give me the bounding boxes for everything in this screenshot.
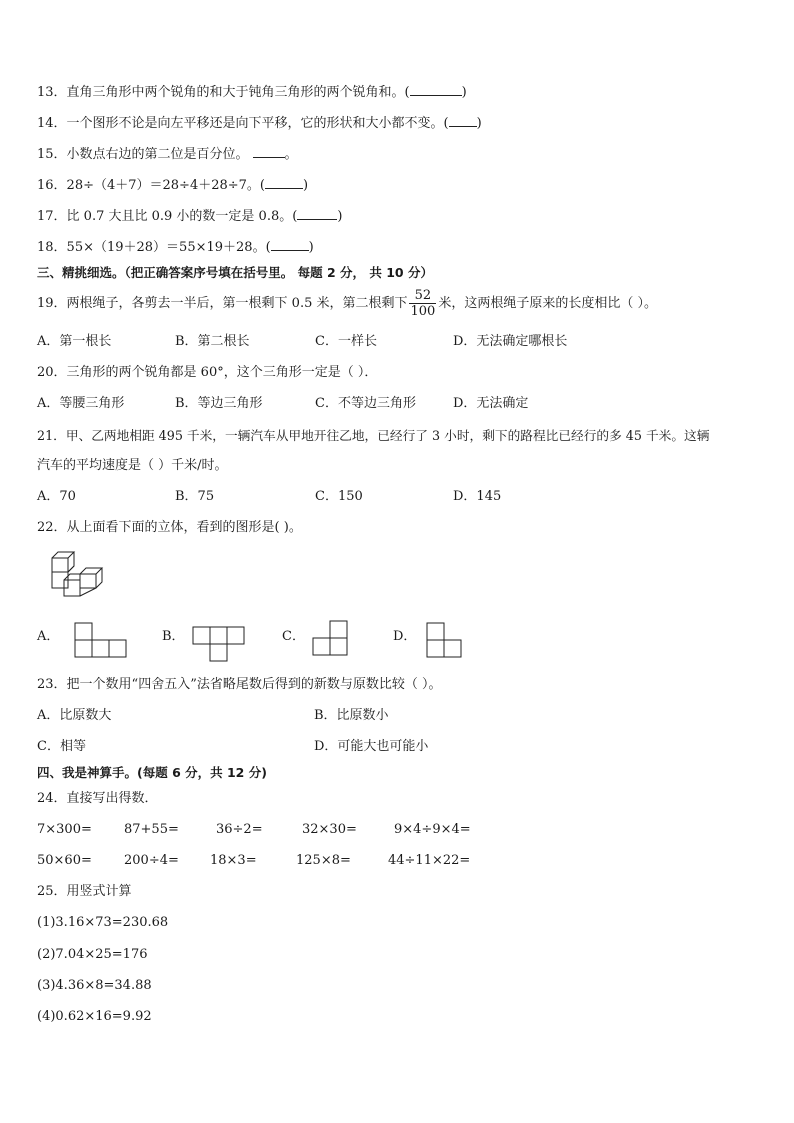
q22-option-a-shape [74,622,128,658]
question-13: 13．直角三角形中两个锐角的和大于钝角三角形的两个锐角和。( ) [37,85,467,100]
vertical-calc-item: (3)4.36×8=34.88 [37,978,152,993]
answer-blank[interactable] [297,207,337,220]
q22-option-b[interactable]: B． [162,629,185,644]
section-4-heading: 四、我是神算手。(每题 6 分，共 12 分) [37,765,267,780]
q23-option-d[interactable]: D．可能大也可能小 [314,739,429,754]
q20-option-c[interactable]: C．不等边三角形 [315,396,416,411]
cube-solid-figure [46,550,114,602]
q21-option-a[interactable]: A．70 [37,489,76,504]
q22-option-b-shape [192,626,246,662]
q19-option-b[interactable]: B．第二根长 [175,334,250,349]
question-19: 19．两根绳子，各剪去一半后，第一根剩下 0.5 米，第二根剩下 $\frac{52}{100}$ 米，这两根绳子原来的长度相比（ ）。 [37,288,657,319]
q22-option-c-shape [312,620,350,656]
q21-option-d[interactable]: D．145 [453,489,502,504]
calc-item: 200÷4= [124,853,179,868]
question-22: 22．从上面看下面的立体，看到的图形是( )。 [37,520,302,535]
calc-item: 87+55= [124,822,179,837]
q20-option-d[interactable]: D．无法确定 [453,396,529,411]
question-18: 18．55×（19＋28）＝55×19＋28。( ) [37,240,314,255]
question-16: 16．28÷（4＋7）＝28÷4＋28÷7。( ) [37,178,309,193]
q23-option-a[interactable]: A．比原数大 [37,708,112,723]
question-25: 25．用竖式计算 [37,884,132,899]
calc-item: 32×30= [302,822,357,837]
vertical-calc-item: (1)3.16×73=230.68 [37,915,169,930]
calc-item: 36÷2= [216,822,263,837]
calc-item: 50×60= [37,853,92,868]
calc-item: 9×4÷9×4= [394,822,471,837]
vertical-calc-item: (4)0.62×16=9.92 [37,1009,152,1024]
q19-option-c[interactable]: C．一样长 [315,334,377,349]
calc-item: 44÷11×22= [388,853,471,868]
q22-option-d-shape [426,622,464,658]
q21-option-c[interactable]: C．150 [315,489,363,504]
q22-option-c[interactable]: C． [282,629,305,644]
calc-item: 18×3= [210,853,257,868]
question-20: 20．三角形的两个锐角都是 60°，这个三角形一定是（ ）． [37,365,378,380]
question-17: 17．比 0.7 大且比 0.9 小的数一定是 0.8。( ) [37,209,343,224]
q21-option-b[interactable]: B．75 [175,489,215,504]
calc-item: 125×8= [296,853,351,868]
question-14: 14．一个图形不论是向左平移还是向下平移，它的形状和大小都不变。( ) [37,116,482,131]
question-21-line-1: 21．甲、乙两地相距 495 千米，一辆汽车从甲地开往乙地，已经行了 3 小时，剩下的路程比已经行的多 45 千米。这辆 [37,428,710,443]
q23-option-b[interactable]: B．比原数小 [314,708,389,723]
answer-blank[interactable] [449,114,477,127]
answer-blank[interactable] [271,238,309,251]
calc-item: 7×300= [37,822,92,837]
q23-option-c[interactable]: C．相等 [37,739,86,754]
question-23: 23．把一个数用“四舍五入”法省略尾数后得到的新数与原数比较（ ）。 [37,677,442,692]
answer-blank[interactable] [253,145,285,158]
question-15: 15．小数点右边的第二位是百分位。 。 [37,147,298,162]
q19-option-a[interactable]: A．第一根长 [37,334,112,349]
section-3-heading: 三、精挑细选。（把正确答案序号填在括号里。 每题 2 分， 共 10 分） [37,265,433,280]
vertical-calc-item: (2)7.04×25=176 [37,947,148,962]
fraction: $\frac{52}{100}$ [410,288,436,319]
answer-blank[interactable] [265,176,303,189]
q22-option-d[interactable]: D． [393,629,417,644]
question-24: 24．直接写出得数． [37,791,158,806]
answer-blank[interactable] [410,83,462,96]
q19-option-d[interactable]: D．无法确定哪根长 [453,334,568,349]
q20-option-a[interactable]: A．等腰三角形 [37,396,125,411]
question-21-line-2: 汽车的平均速度是（ ）千米/时。 [37,458,228,473]
q20-option-b[interactable]: B．等边三角形 [175,396,263,411]
q22-option-a[interactable]: A． [37,629,60,644]
